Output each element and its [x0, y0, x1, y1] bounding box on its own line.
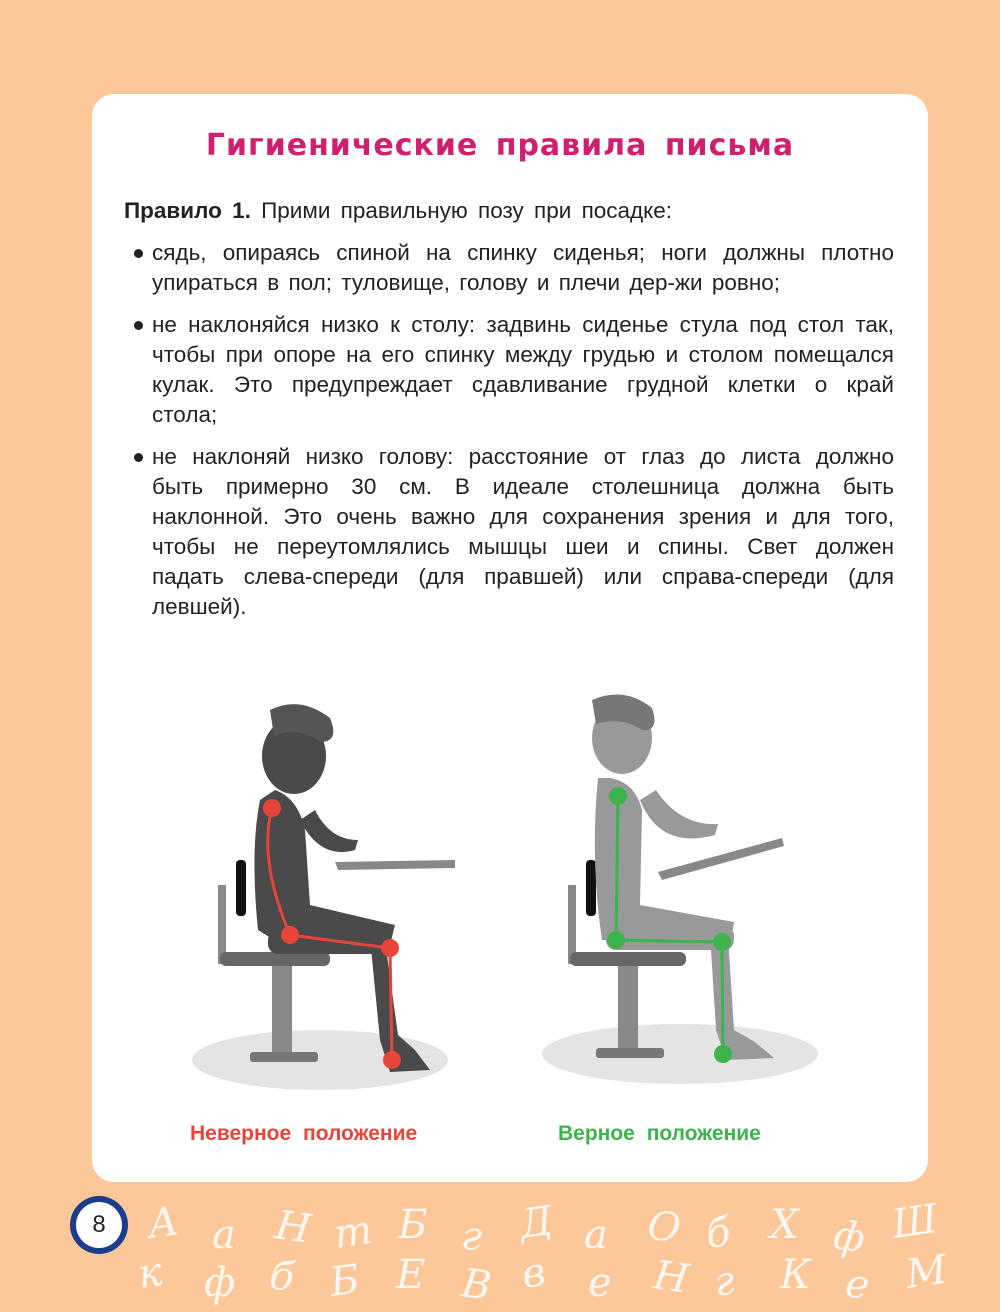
- decor-letter: а: [584, 1212, 608, 1258]
- decor-letter: т: [330, 1207, 375, 1258]
- bullet-dot-icon: [134, 249, 143, 258]
- bullet-item: [124, 310, 894, 430]
- bullet-text: не наклоняйся низко к столу: задвинь сиденье стула под стол так, чтобы при опоре на его спинку между грудью и столом помещался кулак. Это предупреждает сдавливание грудной клетки о край стола;: [152, 312, 894, 427]
- wrong-posture-illustration: [180, 690, 480, 1100]
- decor-letter: В: [458, 1260, 495, 1310]
- decor-letter: г: [458, 1212, 486, 1261]
- decor-letter: ф: [830, 1212, 869, 1263]
- decor-letter: М: [902, 1246, 950, 1298]
- rules-text: [124, 196, 894, 634]
- decor-letter: а: [212, 1212, 236, 1258]
- bullet-text: не наклоняй низко голову: расстояние от глаз до листа должно быть примерно 30 см. В идеале столешница должна быть наклонной. Это очень важно для сохранения зрения и для того, чтобы не переутомлялись мышцы шеи и спины. Свет должен падать слева-спереди (для правшей) или справа-спереди (для левшей).: [152, 444, 894, 619]
- bullet-dot-icon: [134, 453, 143, 462]
- decor-letter: в: [518, 1249, 549, 1298]
- desk-icon: [335, 860, 455, 870]
- decor-letter: е: [588, 1260, 612, 1306]
- decor-letter: А: [144, 1198, 182, 1248]
- rule-label: Правило 1.: [124, 198, 251, 223]
- right-posture-caption: Верное положение: [558, 1122, 761, 1145]
- decor-letter: Х: [770, 1202, 799, 1248]
- right-posture-illustration: [530, 690, 830, 1100]
- decor-letter: г: [710, 1257, 738, 1306]
- decor-letter: Б: [326, 1256, 363, 1306]
- decor-letter: О: [644, 1202, 684, 1253]
- decor-letter: б: [702, 1208, 734, 1258]
- decor-letter: б: [266, 1252, 298, 1302]
- page-title: Гигиенические правила письма: [205, 128, 795, 163]
- decor-letter: ф: [204, 1260, 236, 1306]
- page-number-badge: [70, 1196, 128, 1254]
- rule-text: Прими правильную позу при посадке:: [261, 198, 673, 223]
- decor-letter: е: [842, 1260, 873, 1310]
- bullet-text: сядь, опираясь спиной на спинку сиденья; ноги должны плотно упираться в пол; туловище, голову и плечи дер-жи ровно;: [152, 240, 894, 295]
- desk-icon: [658, 838, 784, 880]
- bullet-item: [124, 238, 894, 298]
- decor-letter: К: [780, 1252, 811, 1298]
- bullet-item: [124, 442, 894, 622]
- decor-letter: к: [134, 1249, 166, 1298]
- decor-letter: Ш: [888, 1195, 941, 1248]
- decor-letter: Б: [398, 1202, 428, 1248]
- decor-letter: Н: [650, 1252, 692, 1303]
- decorative-letters: [134, 1188, 1000, 1312]
- decor-letter: Д: [516, 1197, 556, 1248]
- wrong-posture-caption: Неверное положение: [190, 1122, 418, 1145]
- bullet-dot-icon: [134, 321, 143, 330]
- page-number: 8: [76, 1202, 122, 1248]
- rule-heading: [124, 196, 894, 226]
- decor-letter: Н: [272, 1202, 314, 1253]
- decor-letter: Е: [396, 1252, 426, 1298]
- floor-shadow: [542, 1024, 818, 1084]
